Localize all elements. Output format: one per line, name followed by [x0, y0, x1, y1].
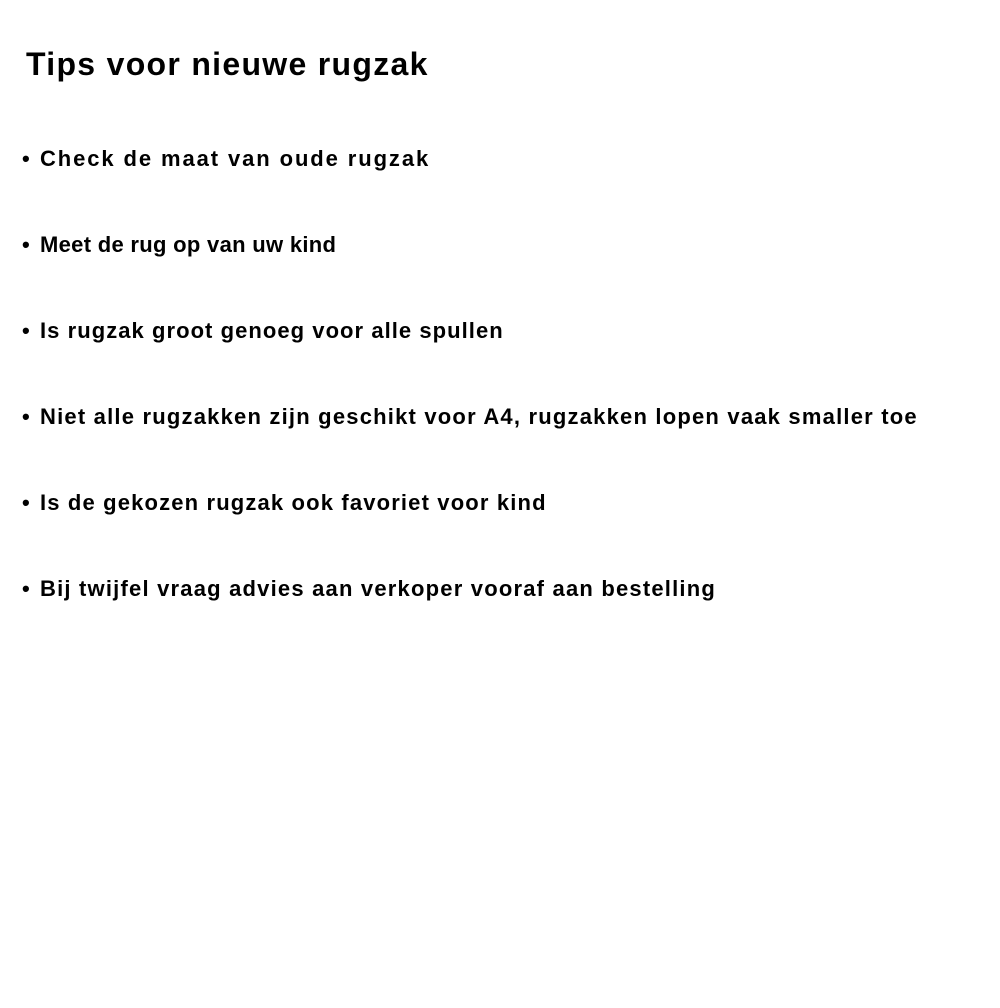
- bullet-icon: •: [22, 232, 30, 257]
- list-item: [22, 490, 982, 516]
- list-item: [22, 404, 982, 430]
- list-item-text: Meet de rug op van uw kind: [40, 232, 337, 257]
- bullet-icon: •: [22, 146, 30, 171]
- list-item-text: Bij twijfel vraag advies aan verkoper vooraf aan bestelling: [40, 576, 717, 601]
- list-item-text: Niet alle rugzakken zijn geschikt voor A4, rugzakken lopen vaak smaller toe: [40, 404, 918, 429]
- list-item: [22, 576, 982, 602]
- page-title: Tips voor nieuwe rugzak: [26, 46, 429, 82]
- list-item: [22, 146, 982, 172]
- tips-list: [22, 146, 982, 662]
- list-item: [22, 232, 982, 258]
- list-item-text: Is rugzak groot genoeg voor alle spullen: [40, 318, 504, 343]
- list-item: [22, 318, 982, 344]
- bullet-icon: •: [22, 404, 30, 429]
- bullet-icon: •: [22, 576, 30, 601]
- bullet-icon: •: [22, 490, 30, 515]
- bullet-icon: •: [22, 318, 30, 343]
- list-item-text: Is de gekozen rugzak ook favoriet voor kind: [40, 490, 547, 515]
- list-item-text: Check de maat van oude rugzak: [40, 146, 431, 171]
